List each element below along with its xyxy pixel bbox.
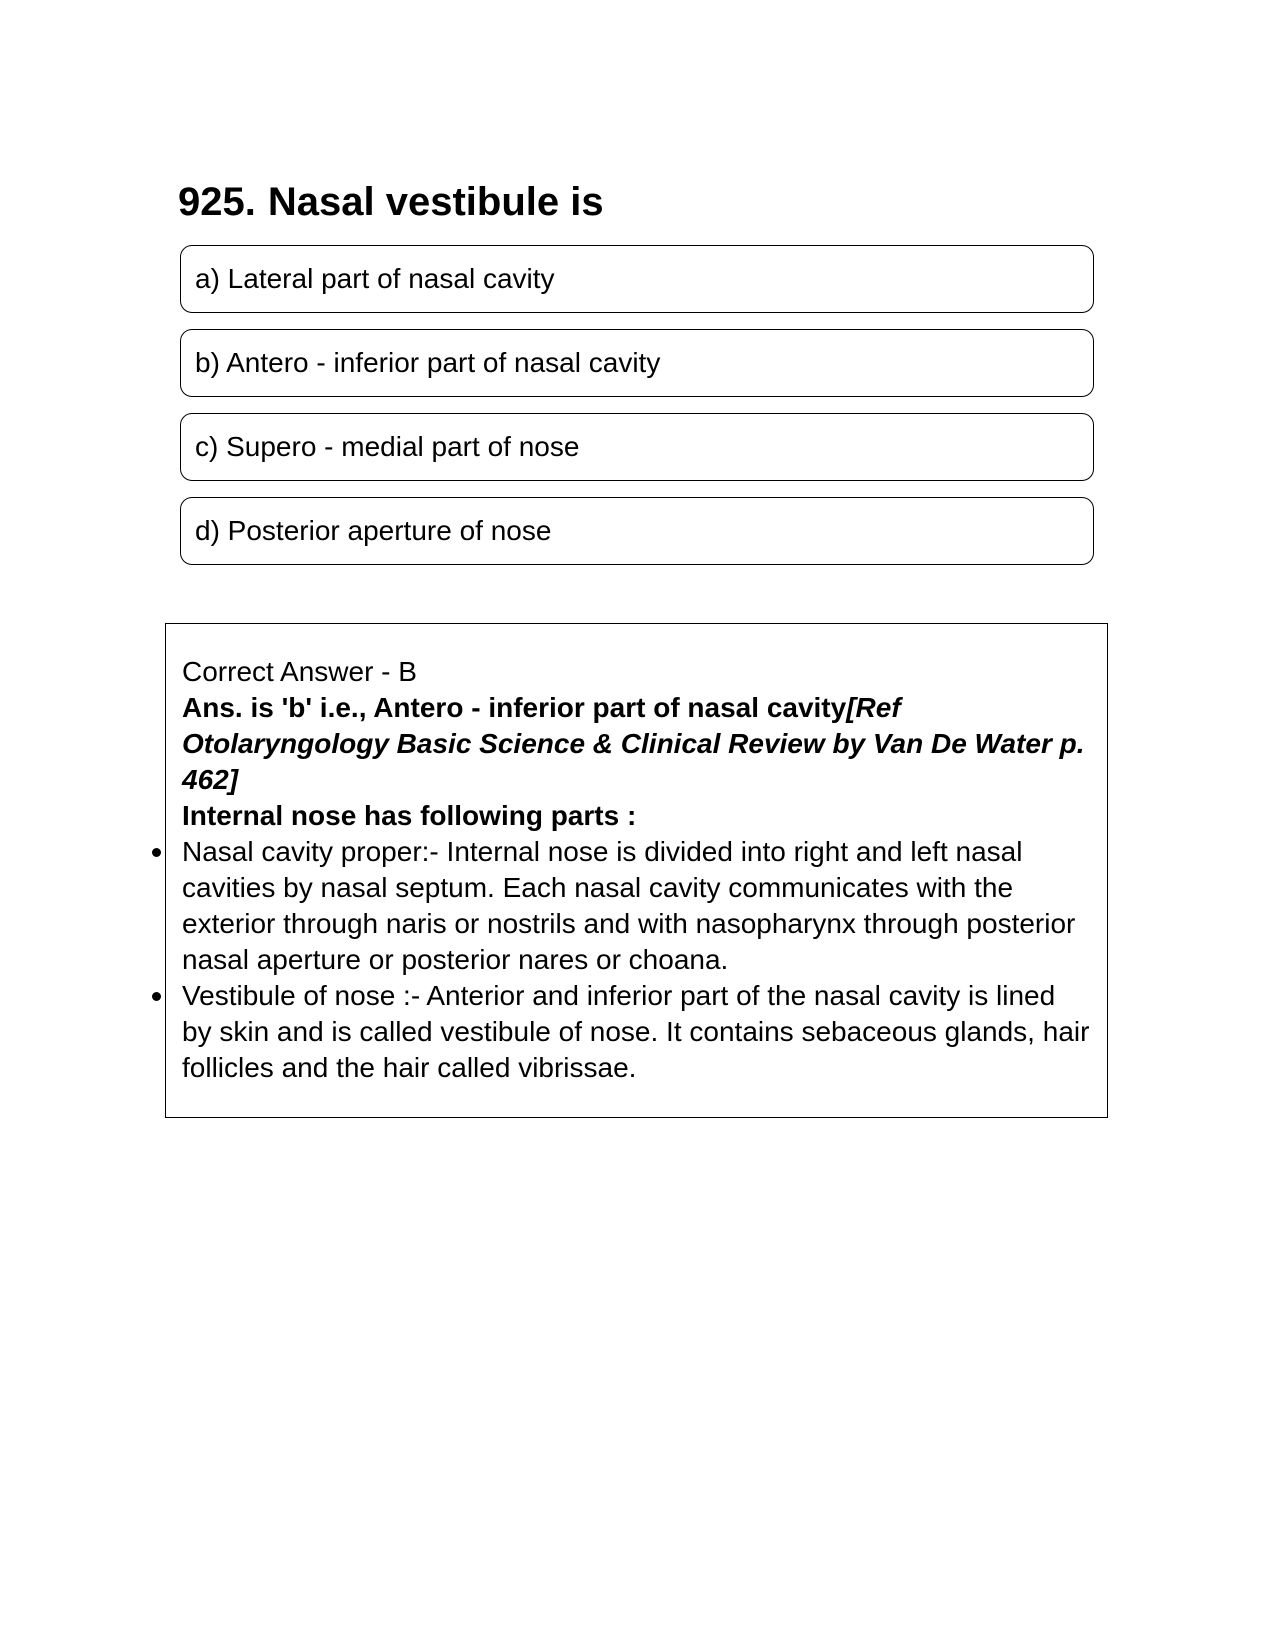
list-item bbox=[182, 978, 1091, 1086]
option-c-label: c) Supero - medial part of nose bbox=[195, 431, 580, 462]
answer-explanation-bold: Ans. is 'b' i.e., Antero - inferior part of nasal cavity bbox=[182, 692, 847, 723]
bullet-icon bbox=[152, 848, 161, 857]
question-text: Nasal vestibule is bbox=[267, 180, 604, 224]
question-number: 925. bbox=[178, 180, 256, 224]
option-a[interactable] bbox=[180, 245, 1094, 313]
option-b-label: b) Antero - inferior part of nasal cavity bbox=[195, 347, 661, 378]
option-c[interactable] bbox=[180, 413, 1094, 481]
list-item bbox=[182, 834, 1091, 978]
answer-explanation-box bbox=[165, 623, 1108, 1118]
options-list bbox=[180, 245, 1094, 581]
parts-subheading: Internal nose has following parts : bbox=[182, 800, 637, 831]
option-d[interactable] bbox=[180, 497, 1094, 565]
list-item-text: Vestibule of nose :- Anterior and inferior part of the nasal cavity is lined by skin and is called vestibule of nose. It contains sebaceous glands, hair follicles and the hair called vibrissae. bbox=[182, 980, 1090, 1083]
option-d-label: d) Posterior aperture of nose bbox=[195, 515, 552, 546]
list-item-text: Nasal cavity proper:- Internal nose is divided into right and left nasal cavities by nasal septum. Each nasal cavity communicates with the exterior through naris or nostrils and with nasopharynx through posterior nasal aperture or posterior nares or choana. bbox=[182, 836, 1076, 975]
option-a-label: a) Lateral part of nasal cavity bbox=[195, 263, 555, 294]
parts-bullet-list bbox=[182, 834, 1091, 1086]
answer-explanation bbox=[182, 690, 1091, 798]
option-b[interactable] bbox=[180, 329, 1094, 397]
question-title bbox=[178, 178, 604, 226]
bullet-icon bbox=[152, 992, 161, 1001]
answer-reference: [Ref Otolaryngology Basic Science & Clinical Review by Van De Water p. 462] bbox=[182, 692, 1085, 795]
correct-answer-line: Correct Answer - B bbox=[182, 656, 417, 687]
